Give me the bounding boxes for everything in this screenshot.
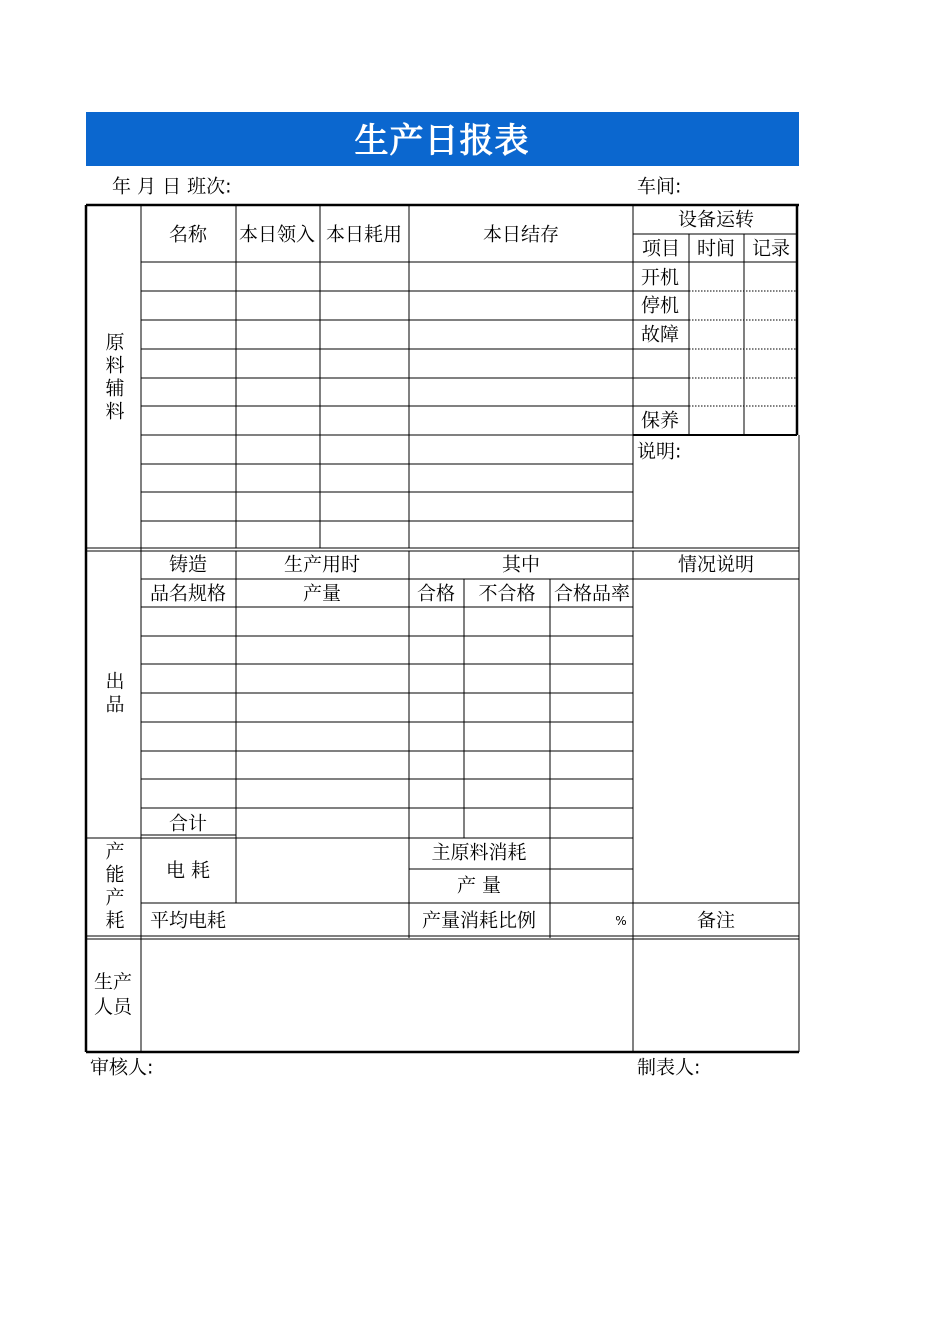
energy-ratio-label: 产量消耗比例 bbox=[421, 909, 537, 932]
materials-section-label: 原料辅料 bbox=[102, 332, 125, 424]
energy-main-material-label: 主原料消耗 bbox=[431, 841, 527, 864]
output-col-pass-rate: 合格品率 bbox=[553, 582, 631, 605]
materials-col-consumed: 本日耗用 bbox=[325, 223, 403, 246]
reviewer-label: 审核人: bbox=[90, 1056, 154, 1079]
output-col-spec: 品名规格 bbox=[149, 582, 227, 605]
report-title: 生产日报表 bbox=[354, 121, 530, 161]
materials-col-received: 本日领入 bbox=[238, 223, 316, 246]
output-total-label: 合计 bbox=[168, 812, 208, 835]
equipment-row-fault: 故障 bbox=[641, 323, 680, 346]
output-situation-label: 情况说明 bbox=[677, 553, 755, 576]
staff-section-label: 生产人员 bbox=[93, 971, 132, 1018]
energy-remark-label: 备注 bbox=[696, 909, 736, 932]
equipment-note-label: 说明: bbox=[637, 440, 682, 463]
output-group-production-time: 生产用时 bbox=[283, 553, 361, 576]
equipment-col-record: 记录 bbox=[751, 237, 791, 260]
energy-section-label: 产能产耗 bbox=[102, 841, 125, 933]
output-col-qualified: 合格 bbox=[416, 582, 456, 605]
equipment-row-stop: 停机 bbox=[641, 294, 680, 317]
workshop-label: 车间: bbox=[637, 175, 682, 198]
output-group-among: 其中 bbox=[501, 553, 541, 576]
output-section-label: 出品 bbox=[102, 671, 125, 717]
equipment-row-start: 开机 bbox=[641, 266, 680, 289]
date-shift-label: 年 月 日 班次: bbox=[112, 175, 232, 198]
output-col-unqualified: 不合格 bbox=[478, 582, 536, 605]
preparer-label: 制表人: bbox=[637, 1056, 701, 1079]
equipment-row-maintenance: 保养 bbox=[641, 409, 680, 432]
energy-power-label: 电 耗 bbox=[165, 859, 211, 882]
equipment-col-item: 项目 bbox=[641, 237, 681, 260]
materials-col-stock: 本日结存 bbox=[482, 223, 560, 246]
output-col-quantity: 产量 bbox=[302, 582, 342, 605]
energy-yield-label: 产 量 bbox=[456, 874, 502, 897]
output-group-casting: 铸造 bbox=[168, 553, 208, 576]
energy-avg-power-label: 平均电耗 bbox=[149, 909, 227, 932]
equipment-col-time: 时间 bbox=[696, 237, 736, 260]
energy-percent-sign: % bbox=[615, 914, 627, 928]
materials-col-name: 名称 bbox=[168, 223, 208, 246]
equipment-title: 设备运转 bbox=[677, 208, 755, 231]
